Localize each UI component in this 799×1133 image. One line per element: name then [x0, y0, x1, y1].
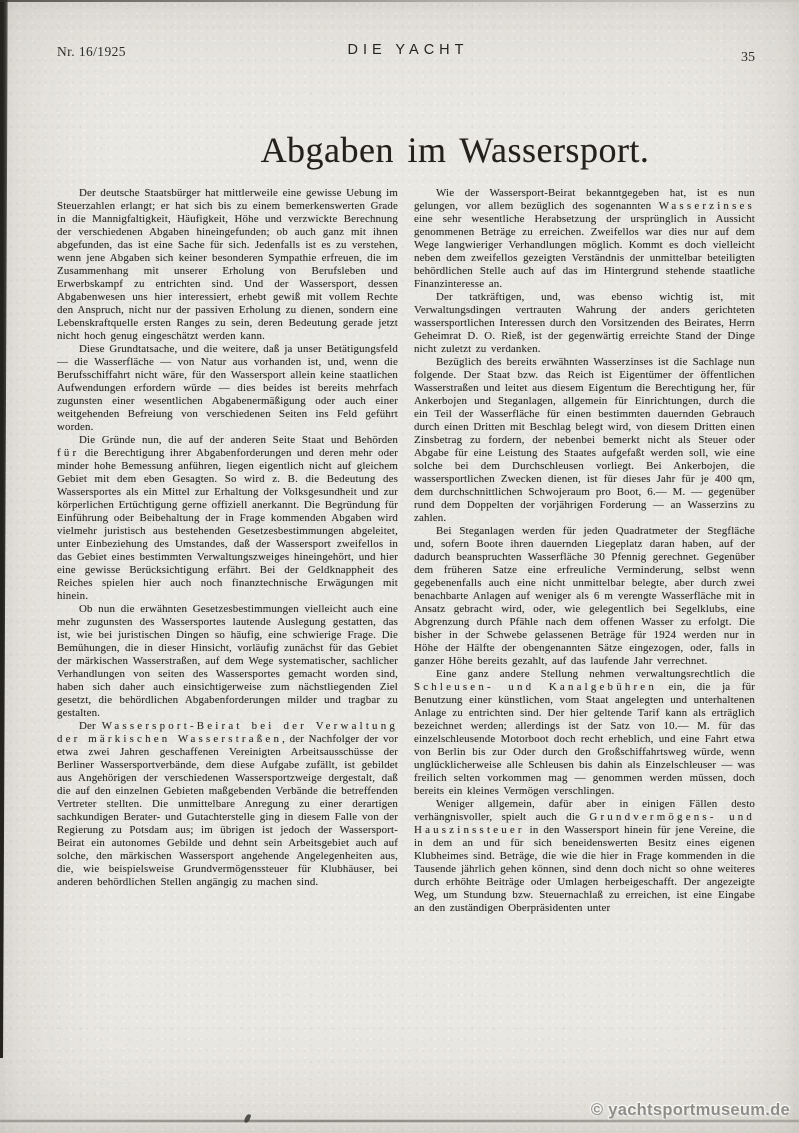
paragraph-text: , der Nachfolger der vor etwa zwei Jahren geschaffenen Vereinigten Arbeitsausschüsse der Berliner Wassersportverbände, dem diese Aufgabe zufällt, ist gebildet aus Angehörigen der verschiedenen Wassersportzweige dergestalt, daß die auf den einzelnen Gebieten maßgebenden Verbände die betreffenden Vertreter stellten. Die unmittelbare Anregung zu einer derartigen sachkundigen Berater- und Gutachterstelle ging in diesem Falle von der Regierung zu Potsdam aus; im übrigen ist jedoch der Wassersport-Beirat ein autonomes Gebilde und dehnt sein Arbeitsgebiet auch auf solche, den märkischen Wassersport angehende Angelegenheiten aus, die, wie beispielsweise Grundvermögenssteuer für Klubhäuser, bei anderen behördlichen Stellen angängig zu machen sind.	[57, 733, 398, 888]
paragraph-text: in den Wassersport hinein für jene Vereine, die in dem an und für sich beneidenswerten Besitz eines eigenen Klubheimes sind. Beträge, die wie die hier in Frage kommenden in die Tausende jährlich gehen können, sind denn doch nicht so ohne weiteres durch erhöhte Beiträge oder Umlagen herbeigeschafft. Der angezeigte Weg, um Stundung bzw. Steuernachlaß zu erreichen, ist eine Eingabe an den zuständigen Oberpräsidenten unter	[414, 824, 755, 914]
paragraph-text: Eine ganz andere Stellung nehmen verwaltungsrechtlich die	[436, 668, 755, 680]
paragraph-text: ein, die ja für Benutzung einer künstlichen, vom Staat angelegten und unterhaltenen Anlage zu entrichten sind. Der hier geltende Tarif kann als erträglich bezeichnet werden; allerdings ist der Satz von 10.— M. für das einzelschleusende Motorboot doch recht erheblich, und eine Fahrt etwa von Berlin bis zur Oder durch den Großschiffahrtsweg würde, wenn unglücklicherweise alle Schleusen bis dahin als Einzelschleuser — was freilich selten vorkommen mag — genommen werden müssen, doch bereits ein kleines Vermögen verschlingen.	[414, 681, 755, 797]
paragraph	[57, 720, 398, 889]
journal-title: DIE YACHT	[347, 42, 469, 58]
paragraph-text: Weniger allgemein, dafür aber in einigen Fällen desto verhängnisvoller, spielt auch die	[414, 798, 755, 823]
paragraph	[414, 187, 755, 291]
paragraph	[57, 603, 398, 720]
letter-spaced-text: Wassersport-Beirat bei der Verwaltung der märkischen Wasserstraßen	[57, 720, 398, 745]
letter-spaced-text: für	[57, 447, 80, 459]
article-body	[57, 187, 755, 915]
paragraph-text: Der	[79, 720, 102, 732]
paragraph-text: Bei Steganlagen werden für jeden Quadratmeter der Stegfläche und, sofern Boote ihren dauernden Liegeplatz daran haben, auf der dadurch beanspruchten Wasserfläche 30 Pfennig gerechnet. Gegenüber dem früheren Satze eine erfreuliche Verminderung, selbst wenn gegebenenfalls auch eine nicht unmittelbar belegte, aber durch zwei benachbarte Anlagen auf weniger als 6 m verengte Wasserfläche mit in Ansatz gebracht wird, oder, wie gelegentlich bei Segelklubs, eine Abgrenzung durch Pfähle nach dem offenen Wasser zu erfolgt. Die bisher in der Schwebe gelassenen Beträge für 1924 werden nur in Höhe der Hälfte der obengenannten Sätze eingezogen, oder, falls in ganzer Höhe bereits gezahlt, auf das laufende Jahr verrechnet.	[414, 525, 755, 667]
paragraph	[414, 356, 755, 525]
paragraph-text: Bezüglich des bereits erwähnten Wasserzinses ist die Sachlage nun folgende. Der Staat bzw. das Reich ist Eigentümer der öffentlichen Wasserstraßen und leitet aus diesem Eigentum die Berechtigung her, für Ankerbojen und Steganlagen, allgemein für Einrichtungen, durch die ein Teil der Wasserfläche für einen bestimmten dauernden Gebrauch durch einen Dritten mit Beschlag belegt wird, von diesem Dritten einen Zinsbetrag zu fordern, der nebenbei bemerkt nicht als Steuer oder Abgabe für eine Leistung des Staates aufgefaßt werden soll, wie eine solche bei dem Durchschleusen vorliegt. Bei Ankerbojen, die wassersportlichen Zwecken dienen, ist für dieses Jahr für je 400 qm, dem durchschnittlichen Schwojeraum pro Boot, 6.— M. — gegenüber rund dem Doppelten der vorjährigen Forderung — an Wasserzins zu zahlen.	[414, 356, 755, 524]
scan-edge-left	[0, 0, 10, 1058]
paragraph-text: die Berechtigung ihrer Abgabenforderungen und deren mehr oder minder hohe Bemessung anführen, liegen eigentlich nicht auf gleichem Gebiet mit dem eben Gesagten. So wird z. B. die Bedeutung des Wassersportes als ein Mittel zur Erhaltung der Volksgesundheit und zur körperlichen Ertüchtigung gerne offiziell anerkannt. Die Begründung für Einführung oder Beibehaltung der in Frage kommenden Abgaben wird vielmehr juristisch aus bestehenden Gesetzesbestimmungen abgeleitet, unter Einbeziehung des Umstandes, daß der Wassersport zweifellos in das Gebiet eines bestimmten Verwaltungszweiges hineingehört, und hier eine gewisse Berücksichtigung erfährt. Bei der Geldknappheit des Reiches spielen hier auch noch finanztechnische Erwägungen mit hinein.	[57, 447, 398, 602]
page-number: 35	[741, 50, 755, 65]
paragraph	[414, 291, 755, 356]
column-right	[414, 187, 755, 915]
paragraph	[414, 798, 755, 915]
paragraph-text: Der tatkräftigen, und, was ebenso wichtig ist, mit Verwaltungsdingen vertrauten Wahrung der anders gerichteten wassersportlichen Interessen durch den Vorsitzenden des Beirates, Herrn Geheimrat D. O. Rieß, ist der gegenwärtig erreichte Stand der Dinge nicht zuletzt zu verdanken.	[414, 291, 755, 355]
column-left	[57, 187, 398, 915]
page-header	[57, 42, 759, 64]
page-bottom-edge	[0, 1120, 799, 1122]
paragraph-text: Wie der Wassersport-Beirat bekanntgegeben hat, ist es nun gelungen, vor allem bezüglich des sogenannten	[414, 187, 755, 212]
scan-edge-top	[0, 0, 799, 2]
paragraph	[57, 343, 398, 434]
paragraph	[414, 668, 755, 798]
paragraph	[414, 525, 755, 668]
ink-speck	[244, 1113, 252, 1123]
letter-spaced-text: Schleusen- und Kanalgebühren	[414, 681, 657, 693]
paragraph-text: Die Gründe nun, die auf der anderen Seite Staat und Behörden	[79, 434, 398, 446]
issue-number: Nr. 16/1925	[57, 44, 126, 59]
letter-spaced-text: Wasserzinses	[658, 200, 755, 212]
paragraph-text: Der deutsche Staatsbürger hat mittlerweile eine gewisse Uebung im Steuerzahlen erlangt; er hat sich bis zu einem bemerkenswerten Grade in die Mannigfaltigkeit, Häufigkeit, Höhe und verzwickte Berechnung der verschiedenen Abgaben hineingefunden; ob auch ganz mit ihnen abgefunden, das ist eine Sache für sich. Jedenfalls ist es zu verstehen, wenn jene Abgaben sich keiner besonderen Sympathie erfreuen, die im Zusammenhang mit unserer Erholung von Berufsleben und Erwerbskampf zu entrichten sind. Und der Wassersport, dessen Abgabenwesen uns hier interessiert, erhebt gewiß mit vollem Rechte den Anspruch, nicht nur der passiven Erholung zu dienen, sondern eine Lebenskraftquelle ersten Ranges zu sein, deren Bedeutung gerade jetzt nicht hoch genug eingeschätzt werden kann.	[57, 187, 398, 342]
paragraph	[57, 187, 398, 343]
watermark: © yachtsportmuseum.de	[590, 1101, 790, 1119]
letter-spaced-text: Grundvermögens- und Hauszinssteuer	[414, 811, 756, 836]
paragraph	[57, 434, 398, 603]
article-title: Abgaben im Wassersport.	[260, 130, 650, 170]
paragraph-text: Diese Grundtatsache, und die weitere, daß ja unser Betätigungsfeld — die Wasserfläche — von Natur aus vorhanden ist, und, wenn die Berufsschiffahrt nicht wäre, für den Wassersport allein keine staatlichen Aufwendungen erfordern würde — dies beides ist bereits mehrfach zugunsten einer wesentlichen Abgabenermäßigung oder auch einer weitgehenden Befreiung von verschiedenen Seiten ins Feld geführt worden.	[57, 343, 398, 433]
paragraph-text: Ob nun die erwähnten Gesetzesbestimmungen vielleicht auch eine mehr zugunsten des Wassersportes lautende Auslegung gestatten, das ist, wie bei juristischen Dingen so häufig, eine schwierige Frage. Die Bemühungen, die in dieser Hinsicht, vorläufig zunächst für das Gebiet der märkischen Wasserstraßen, auf dem Wege systematischer, sachlicher Verhandlungen von seiten des Wassersportes gemacht worden sind, haben sich daher auch einsichtigerweise zum nächstliegenden Ziel gesetzt, die behördlichen Abgabenforderungen milder und tragbar zu gestalten.	[57, 603, 398, 719]
paragraph-text: eine sehr wesentliche Herabsetzung der ursprünglich in Aussicht genommenen Beträge zu erreichen. Zweifellos war dies nur auf dem Wege langwieriger Verhandlungen möglich. Kommt es doch vielleicht neben dem zweifellos gezeigten Verständnis der unmittelbar beteiligten behördlichen Stelle auch auf das im Hintergrund stehende staatliche Finanzinteresse an.	[414, 213, 755, 290]
